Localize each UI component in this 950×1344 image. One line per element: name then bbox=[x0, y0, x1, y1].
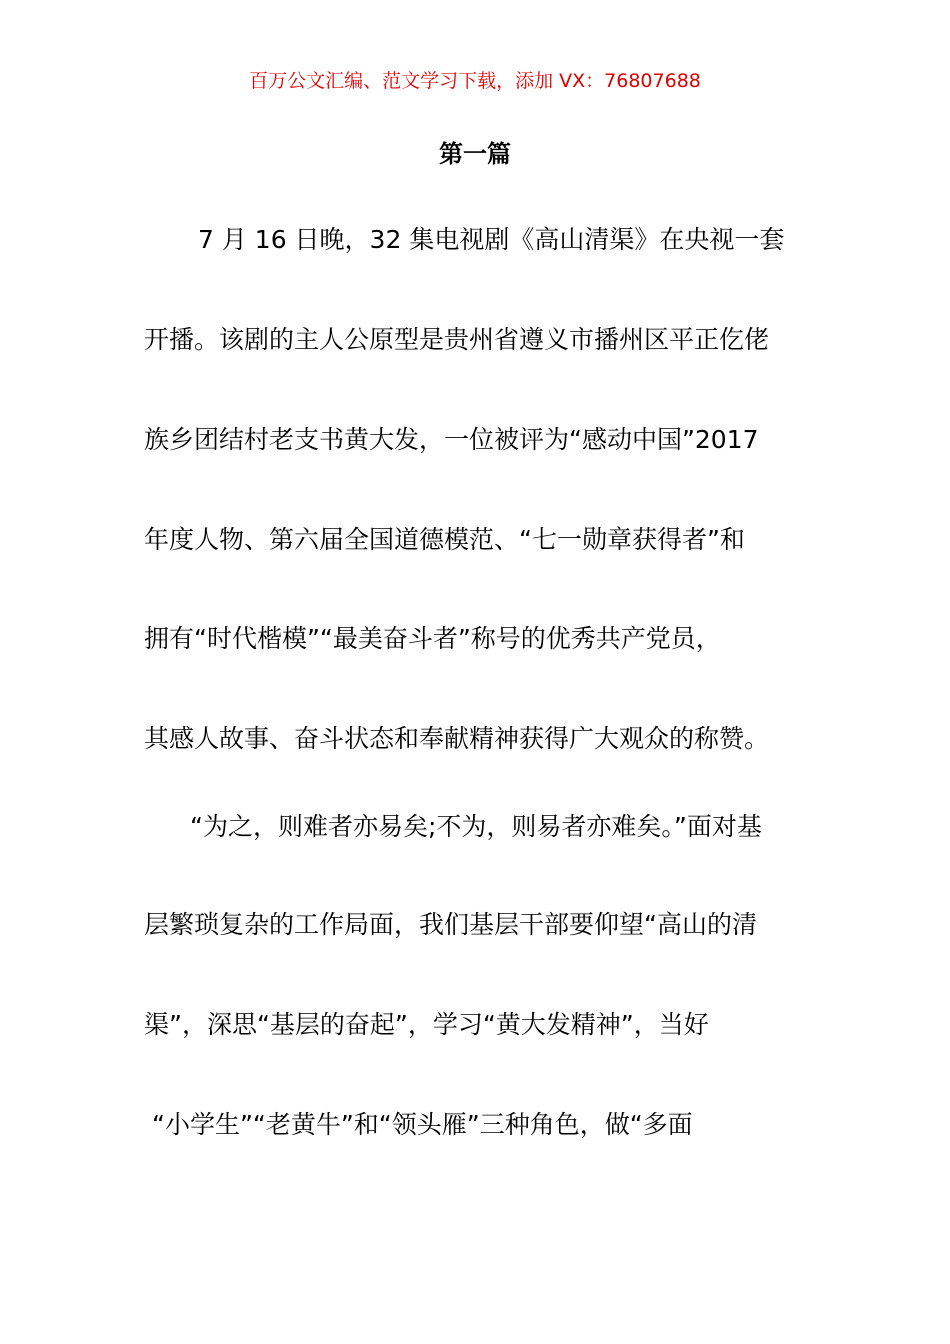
paragraph-line: “为之，则难者亦易矣;不为，则易者亦难矣。”面对基 bbox=[190, 812, 762, 841]
paragraph-line: 族乡团结村老支书黄大发，一位被评为“感动中国”2017 bbox=[144, 425, 759, 454]
document-title: 第一篇 bbox=[439, 140, 511, 168]
paragraph-line: 开播。该剧的主人公原型是贵州省遵义市播州区平正仡佬 bbox=[144, 325, 770, 354]
paragraph-line: “小学生”“老黄牛”和“领头雁”三种角色，做“多面 bbox=[152, 1110, 693, 1139]
paragraph-line: 年度人物、第六届全国道德模范、“七一勋章获得者”和 bbox=[144, 525, 745, 554]
paragraph-line: 拥有“时代楷模”“最美奋斗者”称号的优秀共产党员， bbox=[144, 624, 721, 653]
paragraph-line: 7 月 16 日晚，32 集电视剧《高山清渠》在央视一套 bbox=[198, 225, 785, 254]
paragraph-line: 其感人故事、奋斗状态和奉献精神获得广大观众的称赞。 bbox=[144, 724, 770, 753]
paragraph-line: 层繁琐复杂的工作局面，我们基层干部要仰望“高山的清 bbox=[144, 910, 757, 939]
paragraph-line: 渠”，深思“基层的奋起”，学习“黄大发精神”，当好 bbox=[144, 1010, 709, 1039]
watermark-header: 百万公文汇编、范文学习下载，添加 VX：76807688 bbox=[249, 70, 701, 92]
